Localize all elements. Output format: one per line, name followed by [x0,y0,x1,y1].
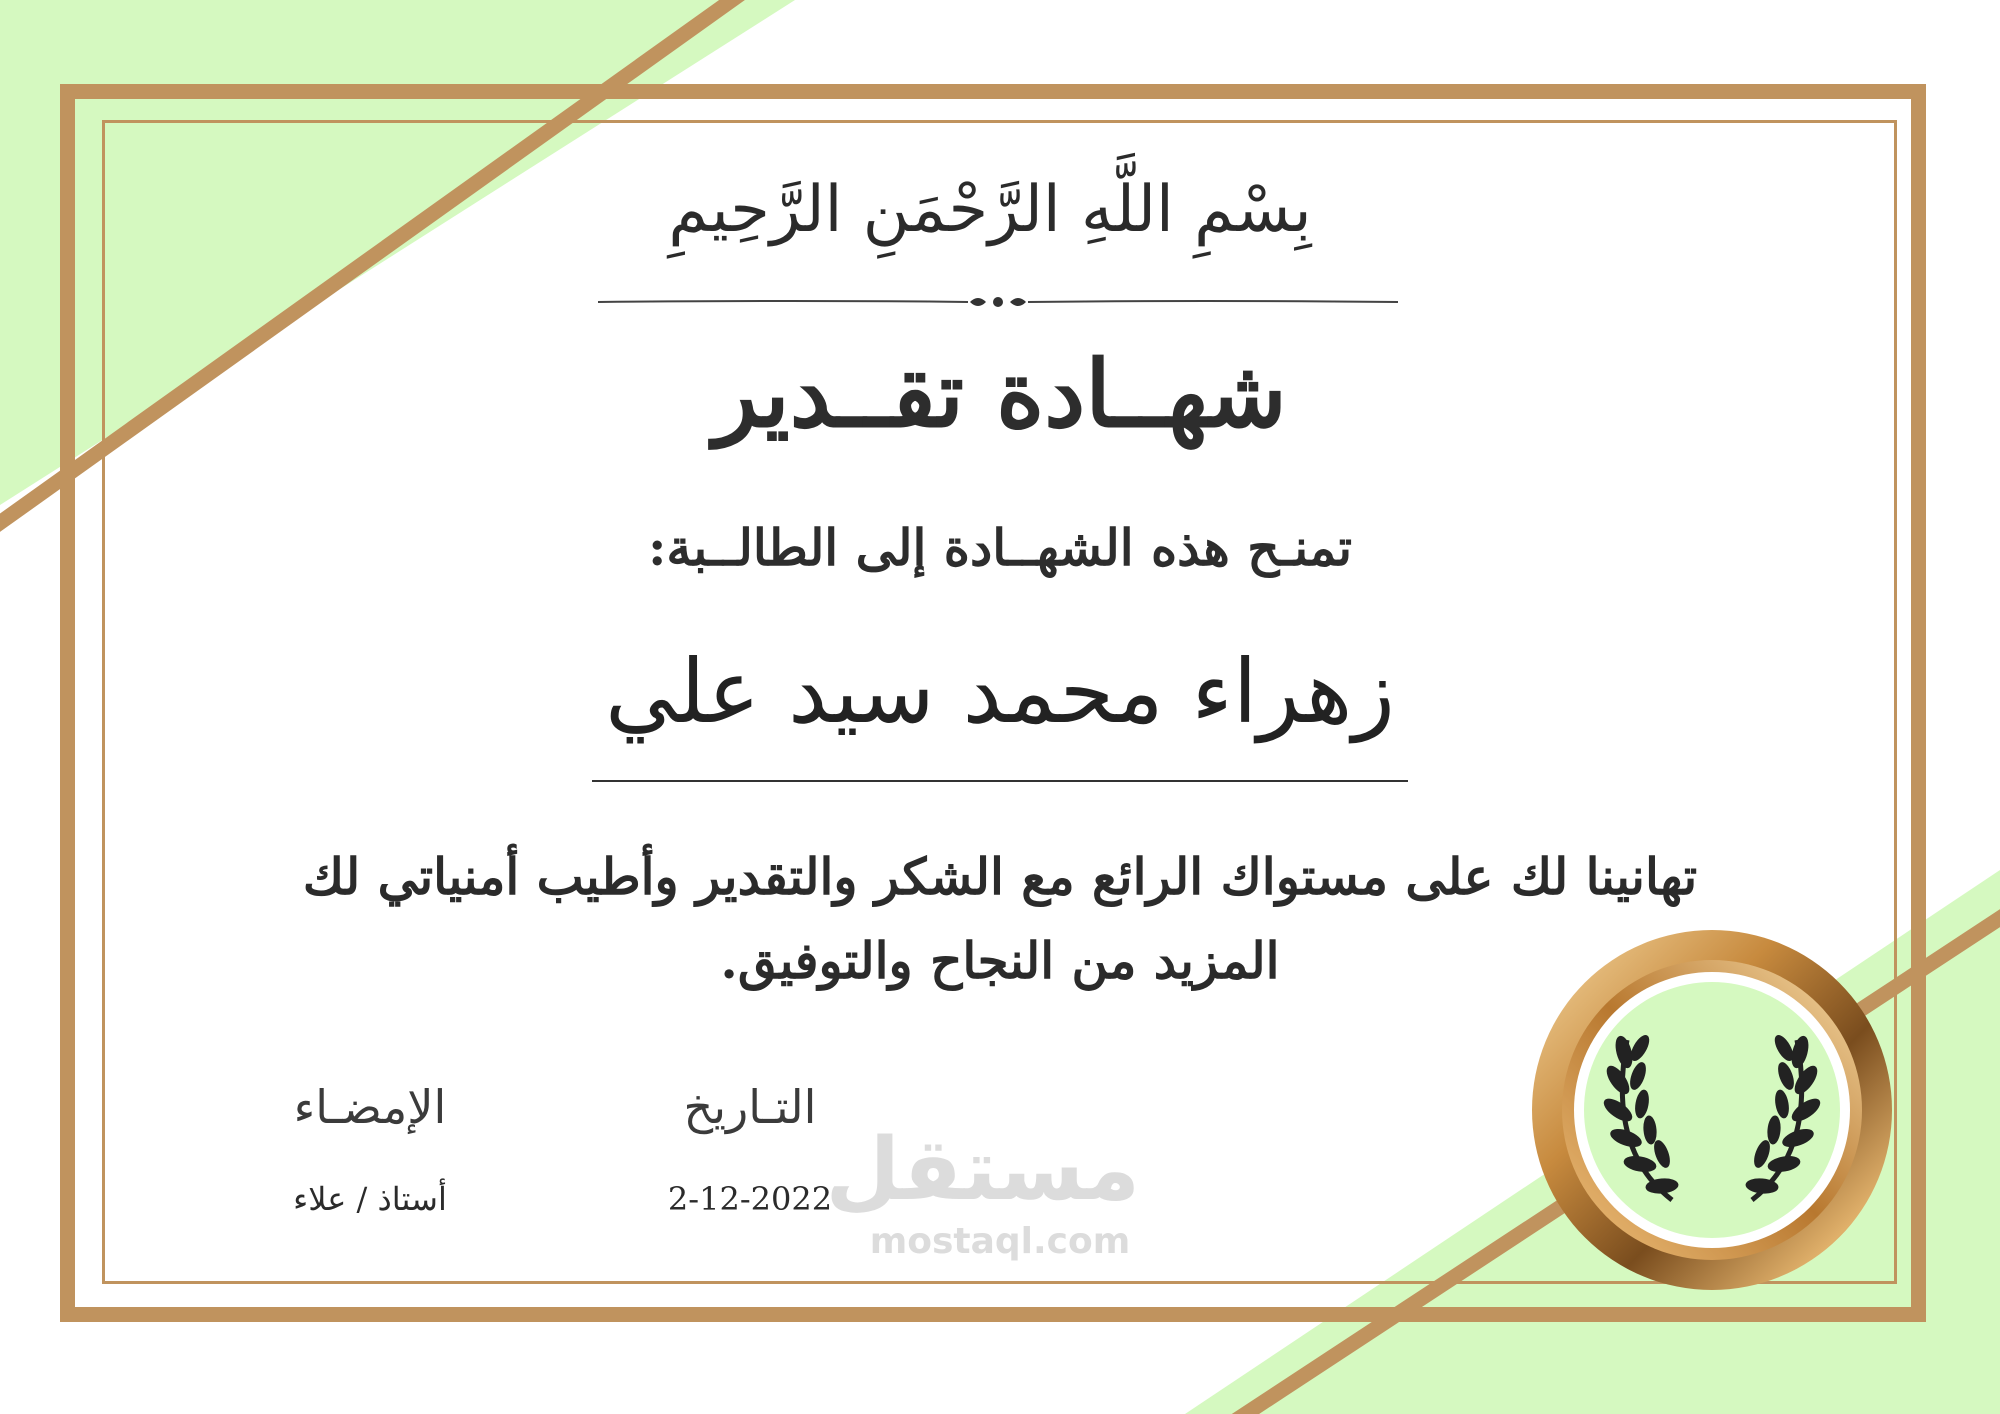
date-value: 2-12-2022 [667,1180,833,1218]
watermark-arabic: مستقل [825,1120,1140,1220]
date-label: التـاريخ [683,1080,817,1134]
watermark [825,1120,1140,1280]
name-underline [592,780,1408,782]
bismillah-calligraphy: بِسْمِ اللَّهِ الرَّحْمَنِ الرَّحِيمِ [668,173,1312,247]
congratulation-message: تهانينا لك على مستواك الرائع مع الشكر والتقدير وأطيب أمنياتي لك المزيد من النجاح والتوفيق. [302,847,1698,990]
gold-seal [1522,920,1902,1300]
grant-line: تمنـح هذه الشهــادة إلى الطالــبة: [647,518,1353,577]
watermark-latin: mostaql.com [869,1221,1131,1262]
recipient-name: زهراء محمد سيد علي [605,640,1395,743]
ornamental-divider [598,290,1398,314]
signature-label: الإمضـاء [293,1080,447,1134]
certificate-title: شهــادة تقــدير [713,340,1287,448]
signature-value: أستاذ / علاء [293,1180,447,1218]
